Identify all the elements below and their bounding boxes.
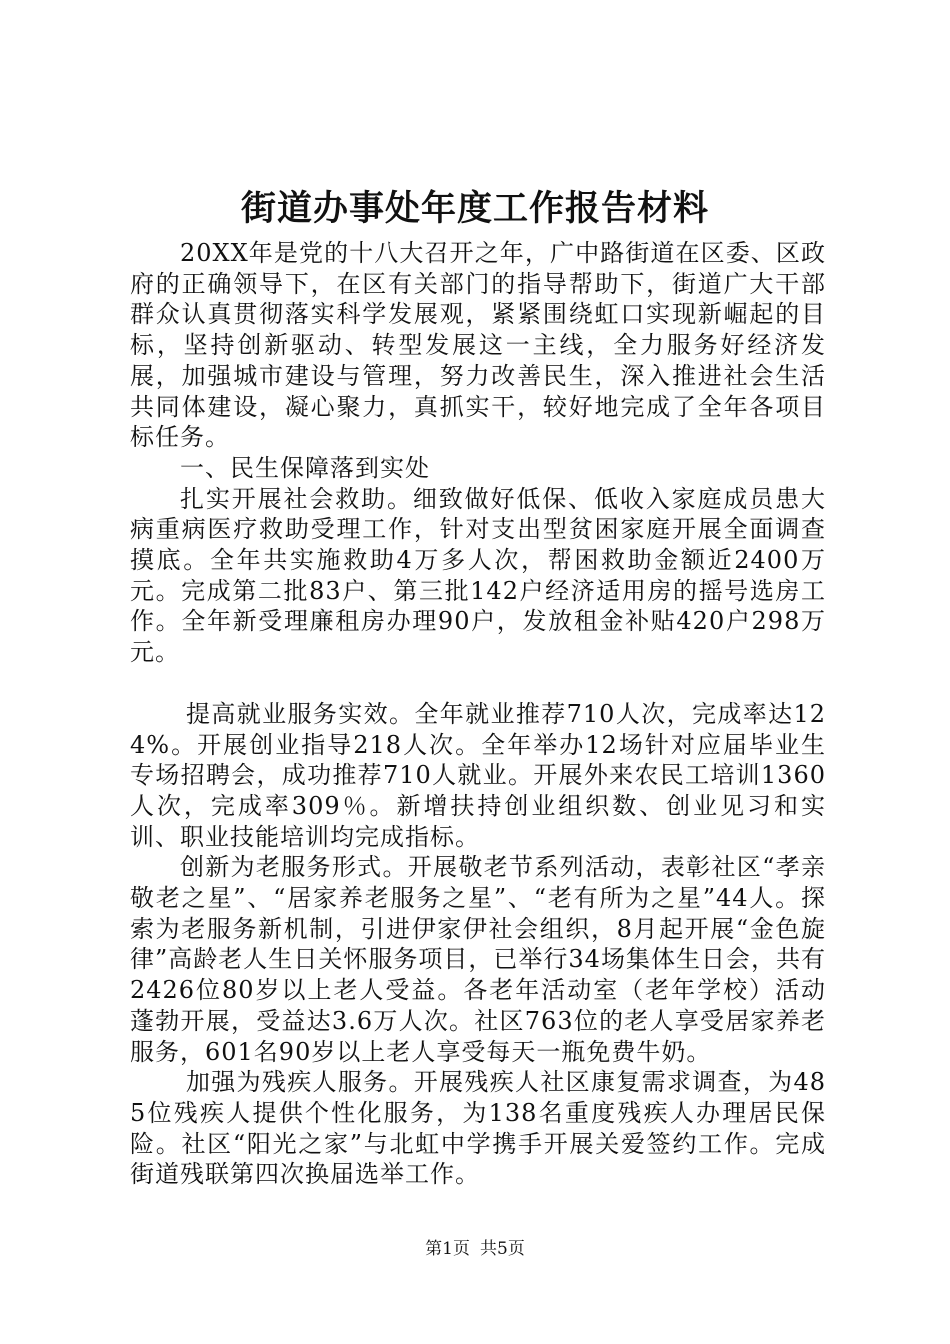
page-footer <box>0 1238 950 1260</box>
employment-paragraph: 提高就业服务实效。全年就业推荐710人次，完成率达124%。开展创业指导218人次。全年举办12场针对应届毕业生专场招聘会，成功推荐710人就业。开展外来农民工培训1360人次，完成率309％。新增扶持创业组织数、创业见习和实训、职业技能培训均完成指标。 <box>130 699 826 851</box>
page-title: 街道办事处年度工作报告材料 <box>240 188 709 229</box>
section-heading: 一、民生保障落到实处 <box>180 453 430 482</box>
social-assistance-paragraph: 扎实开展社会救助。细致做好低保、低收入家庭成员患大病重病医疗救助受理工作，针对支出型贫困家庭开展全面调查摸底。全年共实施救助4万多人次，帮困救助金额近2400万元。完成第二批83户、第三批142户经济适用房的摇号选房工作。全年新受理廉租房办理90户，发放租金补贴420户298万元。 <box>130 484 826 667</box>
intro-paragraph: 20XX年是党的十八大召开之年，广中路街道在区委、区政府的正确领导下，在区有关部门的指导帮助下，街道广大干部群众认真贯彻落实科学发展观，紧紧围绕虹口实现新崛起的目标，坚持创新驱动、转型发展这一主线，全力服务好经济发展，加强城市建设与管理，努力改善民生，深入推进社会生活共同体建设，凝心聚力，真抓实干，较好地完成了全年各项目标任务。 <box>130 239 826 452</box>
page-total: 共5页 <box>480 1239 525 1259</box>
document-body <box>130 238 826 1190</box>
page-number: 第1页 <box>425 1239 470 1259</box>
elderly-service-paragraph: 创新为老服务形式。开展敬老节系列活动，表彰社区“孝亲敬老之星”、“居家养老服务之星”、“老有所为之星”44人。探索为老服务新机制，引进伊家伊社会组织，8月起开展“金色旋律”高龄老人生日关怀服务项目，已举行34场集体生日会，共有2426位80岁以上老人受益。各老年活动室（老年学校）活动蓬勃开展，受益达3.6万人次。社区763位的老人享受居家养老服务，601名90岁以上老人享受每天一瓶免费牛奶。 <box>130 853 826 1066</box>
disability-service-paragraph: 加强为残疾人服务。开展残疾人社区康复需求调查，为485位残疾人提供个性化服务，为138名重度残疾人办理居民保险。社区“阳光之家”与北虹中学携手开展关爱签约工作。完成街道残联第四次换届选举工作。 <box>130 1068 826 1189</box>
